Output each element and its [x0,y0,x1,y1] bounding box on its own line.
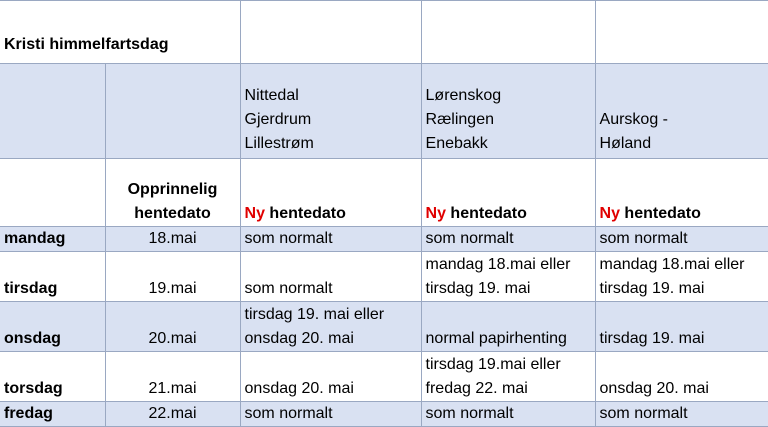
header-line: Opprinnelig [127,181,218,198]
hentedato-label: hentedato [624,205,701,222]
new-date-cell[interactable] [421,352,595,402]
cell-text: mandag 18.mai eller [599,256,745,273]
cell-text: tirsdag 19. mai [599,280,705,297]
cell-text: som normalt [599,230,688,247]
ny-label: Ny [425,205,446,222]
empty-cell[interactable] [0,159,105,227]
weekday-cell[interactable]: mandag [0,227,105,252]
new-date-cell[interactable] [595,302,768,352]
new-date-cell[interactable] [240,302,421,352]
area-name: Høland [599,135,652,152]
empty-cell[interactable] [0,64,105,159]
empty-cell[interactable] [595,1,768,64]
header-line: hentedato [134,205,211,222]
weekday-cell[interactable]: fredag [0,402,105,427]
cell-text: tirsdag 19. mai eller [244,306,385,323]
hentedato-label: hentedato [269,205,346,222]
cell-text: tirsdag 19. mai [425,280,531,297]
cell-text: som normalt [599,405,688,422]
table-row [0,402,768,427]
original-date-cell[interactable]: 18.mai [105,227,240,252]
new-date-cell[interactable] [421,302,595,352]
cell-text: tirsdag 19.mai eller [425,356,561,373]
cell-text: som normalt [244,405,333,422]
new-date-cell[interactable] [595,352,768,402]
cell-text: tirsdag 19. mai [599,330,705,347]
cell-text: som normalt [244,280,333,297]
cell-text: onsdag 20. mai [244,330,354,347]
cell-text: som normalt [425,230,514,247]
new-date-cell[interactable] [421,252,595,302]
new-date-cell[interactable] [240,252,421,302]
weekday-cell[interactable]: torsdag [0,352,105,402]
new-date-cell[interactable] [421,402,595,427]
hentedato-label: hentedato [450,205,527,222]
area-name: Gjerdrum [244,111,312,128]
cell-text: normal papirhenting [425,330,567,347]
sheet-title: Kristi himmelfartsdag [0,1,240,64]
cell-text: som normalt [244,230,333,247]
area-header-1[interactable] [240,64,421,159]
area-name: Enebakk [425,135,488,152]
new-date-cell[interactable] [240,352,421,402]
table-row [0,252,768,302]
original-date-header[interactable] [105,159,240,227]
empty-cell[interactable] [240,1,421,64]
cell-text: onsdag 20. mai [244,380,354,397]
new-date-header-1[interactable] [240,159,421,227]
area-header-3[interactable] [595,64,768,159]
new-date-cell[interactable] [240,227,421,252]
cell-text: mandag 18.mai eller [425,256,571,273]
area-name: Lørenskog [425,87,502,104]
area-name: Aurskog - [599,111,668,128]
area-name: Rælingen [425,111,494,128]
cell-text: som normalt [425,405,514,422]
new-date-cell[interactable] [595,227,768,252]
ny-label: Ny [599,205,620,222]
table-row [0,302,768,352]
original-date-cell[interactable]: 21.mai [105,352,240,402]
cell-text: onsdag 20. mai [599,380,709,397]
empty-cell[interactable] [105,64,240,159]
weekday-cell[interactable]: onsdag [0,302,105,352]
empty-cell[interactable] [421,1,595,64]
area-header-2[interactable] [421,64,595,159]
original-date-cell[interactable]: 20.mai [105,302,240,352]
new-date-cell[interactable] [421,227,595,252]
new-date-cell[interactable] [595,402,768,427]
new-date-header-2[interactable] [421,159,595,227]
weekday-cell[interactable]: tirsdag [0,252,105,302]
ny-label: Ny [244,205,265,222]
original-date-cell[interactable]: 22.mai [105,402,240,427]
area-name: Lillestrøm [244,135,314,152]
new-date-header-3[interactable] [595,159,768,227]
area-name: Nittedal [244,87,299,104]
table-row [0,352,768,402]
table-row [0,227,768,252]
cell-text: fredag 22. mai [425,380,528,397]
new-date-cell[interactable] [595,252,768,302]
new-date-cell[interactable] [240,402,421,427]
original-date-cell[interactable]: 19.mai [105,252,240,302]
